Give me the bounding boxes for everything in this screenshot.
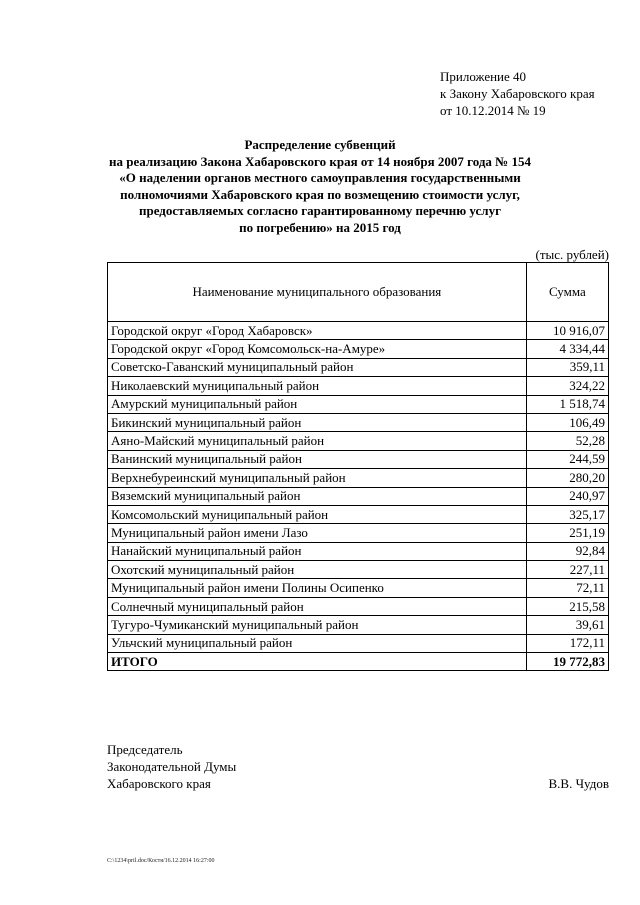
row-name: Советско-Гаванский муниципальный район bbox=[108, 358, 527, 376]
row-sum: 251,19 bbox=[526, 524, 608, 542]
table-row bbox=[108, 322, 609, 340]
row-name: Амурский муниципальный район bbox=[108, 395, 527, 413]
table-row bbox=[108, 487, 609, 505]
total-sum: 19 772,83 bbox=[526, 653, 608, 671]
row-name: Муниципальный район имени Лазо bbox=[108, 524, 527, 542]
file-path-footer: C:\1234\pril.doc/Костя/16.12.2014 16:27:00 bbox=[107, 858, 215, 864]
table-row bbox=[108, 432, 609, 450]
appendix-line-3: от 10.12.2014 № 19 bbox=[440, 103, 546, 118]
table-row bbox=[108, 634, 609, 652]
table-row bbox=[108, 340, 609, 358]
row-name: Городской округ «Город Комсомольск-на-Амуре» bbox=[108, 340, 527, 358]
table-row bbox=[108, 542, 609, 560]
row-sum: 10 916,07 bbox=[526, 322, 608, 340]
title-line-5: предоставляемых согласно гарантированному перечню услуг bbox=[138, 203, 501, 218]
row-name: Ванинский муниципальный район bbox=[108, 450, 527, 468]
row-name: Ульчский муниципальный район bbox=[108, 634, 527, 652]
row-name: Бикинский муниципальный район bbox=[108, 413, 527, 431]
table-row bbox=[108, 469, 609, 487]
title-line-3: «О наделении органов местного самоуправления государственными bbox=[119, 170, 521, 185]
signature-line-2: Законодательной Думы bbox=[107, 759, 237, 774]
row-sum: 106,49 bbox=[526, 413, 608, 431]
title-line-6: по погребению» на 2015 год bbox=[239, 219, 401, 235]
table-row bbox=[108, 597, 609, 615]
row-name: Тугуро-Чумиканский муниципальный район bbox=[108, 616, 527, 634]
row-name: Охотский муниципальный район bbox=[108, 561, 527, 579]
appendix-reference bbox=[440, 68, 595, 119]
signature-block bbox=[107, 741, 236, 792]
title-line-4: полномочиями Хабаровского края по возмещению стоимости услуг, bbox=[120, 186, 520, 202]
subvention-table bbox=[107, 262, 609, 671]
table-row bbox=[108, 616, 609, 634]
row-sum: 39,61 bbox=[526, 616, 608, 634]
signer-name: В.В. Чудов bbox=[548, 776, 609, 791]
document-title bbox=[0, 137, 640, 236]
row-name: Городской округ «Город Хабаровск» bbox=[108, 322, 527, 340]
row-name: Солнечный муниципальный район bbox=[108, 597, 527, 615]
row-name: Нанайский муниципальный район bbox=[108, 542, 527, 560]
row-name: Аяно-Майский муниципальный район bbox=[108, 432, 527, 450]
row-sum: 280,20 bbox=[526, 469, 608, 487]
row-sum: 215,58 bbox=[526, 597, 608, 615]
row-sum: 4 334,44 bbox=[526, 340, 608, 358]
table-row bbox=[108, 524, 609, 542]
row-sum: 324,22 bbox=[526, 377, 608, 395]
title-line-2: на реализацию Закона Хабаровского края от 14 ноября 2007 года № 154 bbox=[109, 153, 531, 169]
table-row bbox=[108, 395, 609, 413]
row-sum: 92,84 bbox=[526, 542, 608, 560]
row-sum: 359,11 bbox=[526, 358, 608, 376]
title-line-1: Распределение субвенций bbox=[244, 137, 396, 152]
table-row bbox=[108, 413, 609, 431]
table-row bbox=[108, 450, 609, 468]
row-sum: 172,11 bbox=[526, 634, 608, 652]
table-total-row bbox=[108, 653, 609, 671]
row-sum: 72,11 bbox=[526, 579, 608, 597]
total-label: ИТОГО bbox=[108, 653, 527, 671]
header-name: Наименование муниципального образования bbox=[108, 263, 527, 322]
table-row bbox=[108, 505, 609, 523]
row-name: Муниципальный район имени Полины Осипенко bbox=[108, 579, 527, 597]
table-row bbox=[108, 377, 609, 395]
table-row bbox=[108, 579, 609, 597]
row-sum: 325,17 bbox=[526, 505, 608, 523]
row-sum: 244,59 bbox=[526, 450, 608, 468]
table-row bbox=[108, 358, 609, 376]
row-name: Верхнебуреинский муниципальный район bbox=[108, 469, 527, 487]
row-sum: 227,11 bbox=[526, 561, 608, 579]
signature-line-1: Председатель bbox=[107, 742, 183, 757]
table-header-row bbox=[108, 263, 609, 322]
table-row bbox=[108, 561, 609, 579]
row-sum: 52,28 bbox=[526, 432, 608, 450]
header-sum: Сумма bbox=[526, 263, 608, 322]
signature-line-3: Хабаровского края bbox=[107, 776, 211, 791]
units-label: (тыс. рублей) bbox=[535, 247, 609, 262]
row-sum: 1 518,74 bbox=[526, 395, 608, 413]
row-name: Комсомольский муниципальный район bbox=[108, 505, 527, 523]
appendix-line-1: Приложение 40 bbox=[440, 69, 527, 84]
row-name: Николаевский муниципальный район bbox=[108, 377, 527, 395]
row-sum: 240,97 bbox=[526, 487, 608, 505]
row-name: Вяземский муниципальный район bbox=[108, 487, 527, 505]
appendix-line-2: к Закону Хабаровского края bbox=[440, 86, 595, 101]
